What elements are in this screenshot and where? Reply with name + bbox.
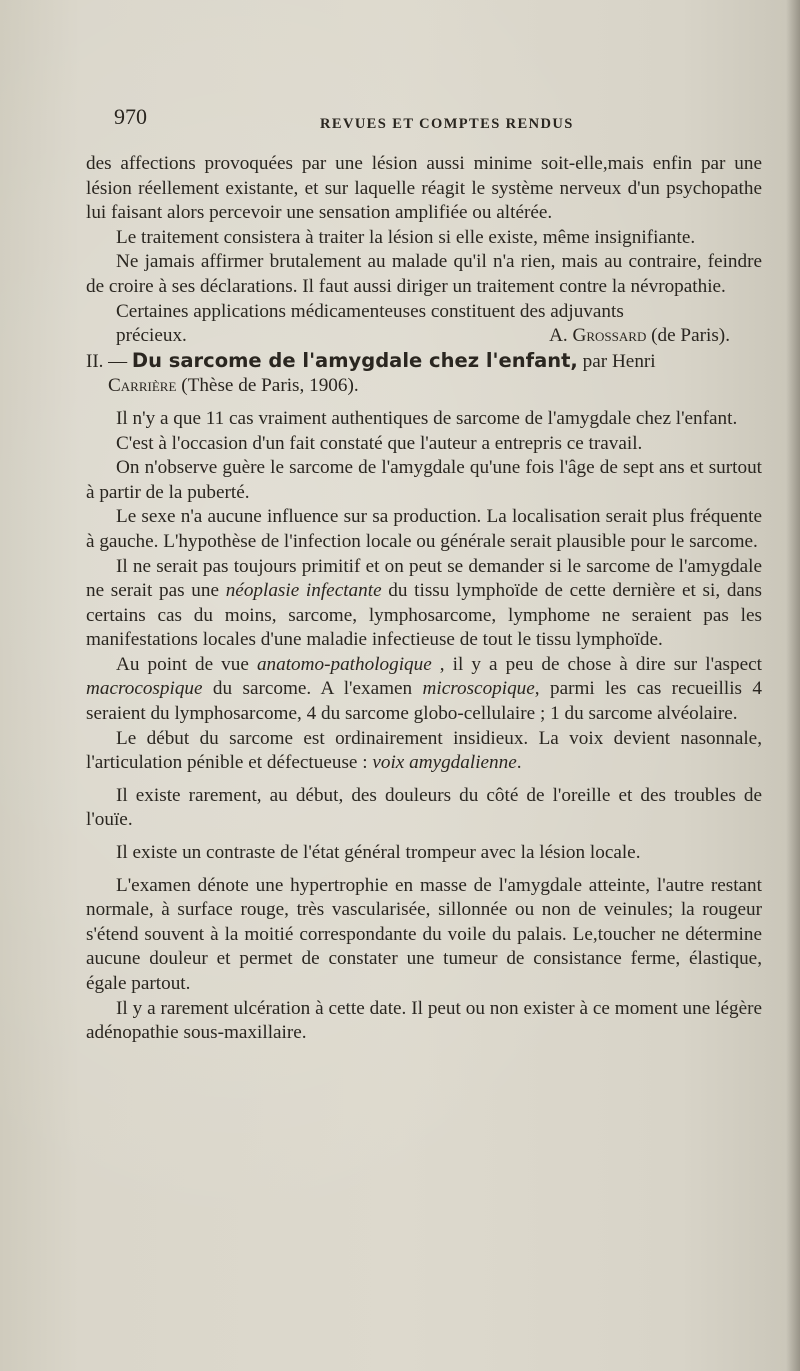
signature-initial: A. bbox=[549, 325, 573, 347]
author-name: Carrière bbox=[108, 375, 177, 397]
section-by: par Henri bbox=[577, 350, 656, 372]
paragraph-adjuvants-end: précieux. bbox=[116, 325, 187, 347]
section-source bbox=[86, 374, 762, 399]
section-number: II. — bbox=[86, 350, 132, 372]
body-paragraph: C'est à l'occasion d'un fait constaté que l'auteur a entrepris ce travail. bbox=[116, 432, 643, 454]
signature-place: (de Paris). bbox=[646, 325, 730, 347]
italic-term: macrocospique bbox=[86, 678, 203, 700]
running-head: REVUES ET COMPTES RENDUS bbox=[320, 116, 574, 132]
body-paragraph bbox=[86, 727, 762, 776]
body-paragraph bbox=[86, 555, 762, 653]
body-paragraph: Il y a rarement ulcération à cette date. Il peut ou non exister à ce moment une légère adénopathie sous-maxillaire. bbox=[86, 997, 762, 1044]
thesis-source: (Thèse de Paris, 1906). bbox=[176, 375, 359, 397]
body-paragraph: On n'observe guère le sarcome de l'amygdale qu'une fois l'âge de sept ans et surtout à partir de la puberté. bbox=[86, 457, 762, 503]
body-paragraph: Il existe un contraste de l'état général trompeur avec la lésion locale. bbox=[116, 842, 641, 864]
text-run: . bbox=[516, 752, 522, 774]
italic-term: néoplasie infectante bbox=[225, 580, 382, 602]
body-paragraph: Le sexe n'a aucune influence sur sa production. La localisation serait plus fréquente à gauche. L'hypothèse de l'infection locale ou générale serait plausible pour le sarcome. bbox=[86, 506, 762, 552]
italic-term: voix amygdalienne bbox=[372, 752, 517, 774]
page-edge-shadow bbox=[786, 0, 800, 1371]
text-run: , il y a peu de chose à dire sur l'aspect bbox=[431, 653, 762, 675]
page-header bbox=[114, 104, 614, 140]
italic-term: microscopique bbox=[422, 678, 535, 700]
section-heading bbox=[86, 349, 762, 375]
text-run: du sarcome. A l'examen bbox=[202, 678, 423, 700]
review-signature bbox=[519, 324, 762, 349]
page-number: 970 bbox=[114, 104, 147, 129]
text-run: Il ne serait pas toujours primitif et on peut se demander si le sarcome de l'amygdale ne serait pas une bbox=[86, 555, 762, 602]
signature-name: Grossard bbox=[572, 325, 647, 347]
paragraph-advice: Ne jamais affirmer brutalement au malade qu'il n'a rien, mais au contraire, feindre de croire à ses déclarations. Il faut aussi diriger un traitement contre la névropathie. bbox=[86, 251, 762, 297]
text-run: du tissu lymphoïde de cette dernière et si, dans certains cas du moins, sarcome, lymphosarcome, lymphome ne seraient pas les manifestations locales d'une maladie infectieuse de tout le tissu lymphoïde. bbox=[86, 580, 763, 651]
signature-line bbox=[86, 324, 762, 349]
body-paragraph: Il n'y a que 11 cas vraiment authentiques de sarcome de l'amygdale chez l'enfant. bbox=[116, 407, 738, 429]
text-run: Le début du sarcome est ordinairement insidieux. La voix devient nasonnale, l'articulation pénible et défectueuse : bbox=[86, 727, 762, 774]
body-paragraph: Il existe rarement, au début, des douleurs du côté de l'oreille et des troubles de l'ouïe. bbox=[86, 784, 762, 831]
body-paragraph bbox=[86, 653, 762, 727]
body-paragraph: L'examen dénote une hypertrophie en masse de l'amygdale atteinte, l'autre restant normale, à surface rouge, très vascularisée, sillonnée ou non de veinules; la rougeur s'étend souvent à la moitié correspondante du voile du palais. Le,toucher ne détermine aucune douleur et permet de constater une tumeur de consistance ferme, élastique, égale partout. bbox=[86, 874, 762, 994]
text-run: Au point de vue bbox=[116, 653, 257, 675]
section-title: Du sarcome de l'amygdale chez l'enfant, bbox=[131, 348, 578, 372]
paragraph-continuation: des affections provoquées par une lésion aussi minime soit-elle,mais enfin par une lésion réellement existante, et sur laquelle réagit le système nerveux d'un psychopathe lui faisant alors percevoir une sensation amplifiée ou altérée. bbox=[86, 153, 762, 224]
page-text bbox=[86, 152, 762, 1046]
italic-term: anatomo-pathologique bbox=[256, 653, 432, 675]
paragraph-adjuvants: Certaines applications médicamenteuses constituent des adjuvants bbox=[116, 300, 624, 322]
text-run: , parmi les cas recueillis 4 seraient du lymphosarcome, 4 du sarcome globo-cellulaire ; 1 du sarcome alvéolaire. bbox=[86, 678, 762, 725]
paragraph-treatment: Le traitement consistera à traiter la lésion si elle existe, même insignifiante. bbox=[116, 226, 696, 248]
